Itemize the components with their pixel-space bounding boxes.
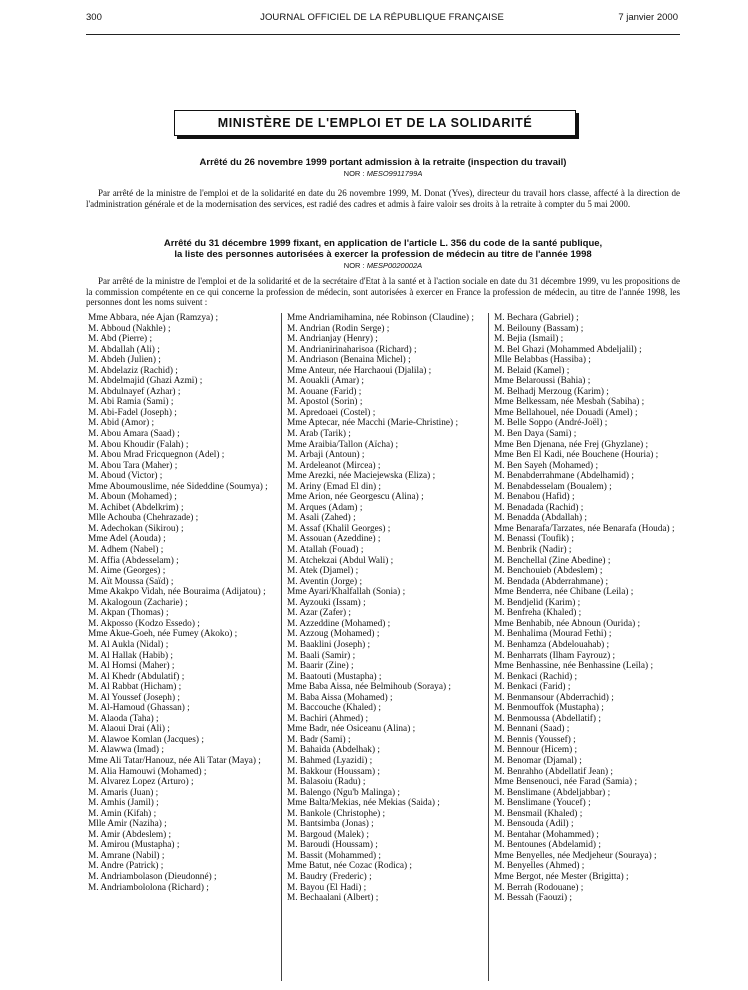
- list-item: M. Benmoussa (Abdellatif) ;: [494, 713, 601, 724]
- list-item: Mme Belaroussi (Bahia) ;: [494, 376, 591, 387]
- arrete2-nor: [86, 261, 680, 271]
- list-item: M. Benkaci (Rachid) ;: [494, 671, 578, 682]
- list-item: Mme Benarafa/Tarzates, née Benarafa (Houda) ;: [494, 523, 675, 534]
- list-item: M. Ariny (Emad El din) ;: [287, 481, 381, 492]
- list-item: M. Benbrik (Nadir) ;: [494, 545, 572, 556]
- list-item: M. Amaris (Juan) ;: [88, 787, 159, 798]
- list-item: M. Amrane (Nabil) ;: [88, 850, 165, 861]
- list-item: M. Achibet (Abdelkrim) ;: [88, 502, 184, 513]
- name-list-column-3: [494, 313, 684, 904]
- list-item: M. Aime (Georges) ;: [88, 566, 166, 577]
- list-item: M. Bennani (Saad) ;: [494, 724, 570, 735]
- list-item: M. Bechaalani (Albert) ;: [287, 893, 379, 904]
- list-item: M. Baudry (Frederic) ;: [287, 871, 372, 882]
- list-item: M. Amhis (Jamil) ;: [88, 798, 159, 809]
- list-item: M. Atchekzai (Abdul Wali) ;: [287, 555, 394, 566]
- column-divider: [281, 313, 282, 981]
- list-item: M. Ben Sayeh (Mohamed) ;: [494, 460, 599, 471]
- list-item: M. Belhadj Merzoug (Karim) ;: [494, 386, 609, 397]
- ministry-title: MINISTÈRE DE L'EMPLOI ET DE LA SOLIDARITÉ: [174, 110, 576, 136]
- list-item: M. Al Aukla (Nidal) ;: [88, 639, 169, 650]
- list-item: M. Benhalima (Mourad Fethi) ;: [494, 629, 612, 640]
- list-item: M. Aouakli (Amar) ;: [287, 376, 364, 387]
- list-item: M. Adechokan (Sikirou) ;: [88, 523, 184, 534]
- list-item: Mme Andriamihamina, née Robinson (Claudine) ;: [287, 313, 474, 323]
- list-item: M. Aït Moussa (Saïd) ;: [88, 576, 174, 587]
- list-item: M. Bachiri (Ahmed) ;: [287, 713, 369, 724]
- list-item: M. Bahmed (Lyazidi) ;: [287, 755, 373, 766]
- list-item: M. Atallah (Fouad) ;: [287, 545, 364, 556]
- list-item: M. Baaklini (Joseph) ;: [287, 639, 371, 650]
- list-item: M. Abd (Pierre) ;: [88, 334, 153, 345]
- nor-label: NOR :: [343, 169, 365, 178]
- list-item: Mme Ali Tatar/Hanouz, née Ali Tatar (Maya) ;: [88, 755, 261, 766]
- list-item: M. Asali (Zahed) ;: [287, 513, 356, 524]
- list-item: Mme Benyelles, née Medjeheur (Souraya) ;: [494, 850, 657, 861]
- list-item: Mme Abbara, née Ajan (Ramzya) ;: [88, 313, 219, 323]
- list-item: M. Bechara (Gabriel) ;: [494, 313, 579, 323]
- list-item: M. Abi-Fadel (Joseph) ;: [88, 407, 177, 418]
- list-item: M. Andrian (Rodin Serge) ;: [287, 323, 390, 334]
- list-item: Mme Anteur, née Harchaoui (Djalila) ;: [287, 365, 432, 376]
- list-item: M. Bentounes (Abdelamid) ;: [494, 840, 601, 851]
- list-item: M. Abdelmajid (Ghazi Azmi) ;: [88, 376, 203, 387]
- list-item: M. Andrianjay (Henry) ;: [287, 334, 378, 345]
- list-item: M. Benadada (Rachid) ;: [494, 502, 584, 513]
- list-item: M. Alia Hamouwi (Mohamed) ;: [88, 766, 207, 777]
- list-item: M. Benyelles (Ahmed) ;: [494, 861, 585, 872]
- list-item: M. Arab (Tarik) ;: [287, 429, 351, 440]
- list-item: M. Ben Daya (Sami) ;: [494, 429, 577, 440]
- list-item: M. Abdallah (Ali) ;: [88, 344, 160, 355]
- list-item: M. Baali (Samir) ;: [287, 650, 356, 661]
- list-item: M. Akpan (Thomas) ;: [88, 608, 169, 619]
- list-item: M. Benhamza (Abdelouahab) ;: [494, 639, 610, 650]
- list-item: M. Benkaci (Farid) ;: [494, 682, 571, 693]
- list-item: M. Bendada (Abderrahmane) ;: [494, 576, 609, 587]
- list-item: M. Bensmail (Khaled) ;: [494, 808, 583, 819]
- list-item: M. Berrah (Rodouane) ;: [494, 882, 584, 893]
- list-item: M. Arques (Adam) ;: [287, 502, 363, 513]
- list-item: M. Andre (Patrick) ;: [88, 861, 164, 872]
- list-item: M. Baba Aissa (Mohamed) ;: [287, 692, 393, 703]
- arrete1-nor: [86, 169, 680, 179]
- list-item: M. Bejia (Ismail) ;: [494, 334, 564, 345]
- list-item: Mlle Belabbas (Hassiba) ;: [494, 355, 591, 366]
- list-item: M. Apredoaei (Costel) ;: [287, 407, 376, 418]
- list-item: M. Al Homsi (Maher) ;: [88, 661, 175, 672]
- list-item: Mme Ayari/Khalfallah (Sonia) ;: [287, 587, 406, 598]
- list-item: M. Bel Ghazi (Mohammed Abdeljalil) ;: [494, 344, 642, 355]
- list-item: M. Bantsimba (Jonas) ;: [287, 819, 374, 830]
- list-item: M. Benslimane (Youcef) ;: [494, 798, 591, 809]
- list-item: M. Baatouti (Mustapha) ;: [287, 671, 382, 682]
- list-item: M. Baccouche (Khaled) ;: [287, 703, 381, 714]
- list-item: Mme Baba Aissa, née Belmihoub (Soraya) ;: [287, 682, 451, 693]
- arrete2-title-line1: Arrêté du 31 décembre 1999 fixant, en application de l'article L. 356 du code de la santé publique,: [163, 238, 603, 249]
- list-item: M. Balengo (Ngu'b Malinga) ;: [287, 787, 400, 798]
- list-item: M. Abou Mrad Fricquegnon (Adel) ;: [88, 450, 225, 461]
- list-item: M. Abdulnayef (Azhar) ;: [88, 386, 181, 397]
- arrete1-title: Arrêté du 26 novembre 1999 portant admission à la retraite (inspection du travail): [199, 157, 567, 168]
- list-item: M. Aventin (Jorge) ;: [287, 576, 363, 587]
- list-item: M. Alaoda (Taha) ;: [88, 713, 159, 724]
- list-item: M. Bakkour (Houssam) ;: [287, 766, 380, 777]
- list-item: M. Benadda (Abdallah) ;: [494, 513, 587, 524]
- list-item: M. Arbaji (Antoun) ;: [287, 450, 365, 461]
- list-item: M. Belaid (Kamel) ;: [494, 365, 570, 376]
- list-item: Mme Bergot, née Mester (Brigitta) ;: [494, 871, 629, 882]
- list-item: Mme Benhassine, née Benhassine (Leïla) ;: [494, 661, 654, 672]
- list-item: Mme Bensenouci, née Farad (Samia) ;: [494, 777, 638, 788]
- list-item: Mme Belkessam, née Mesbah (Sabiha) ;: [494, 397, 645, 408]
- list-item: M. Al Youssef (Joseph) ;: [88, 692, 180, 703]
- page-header: [86, 12, 678, 26]
- list-item: Mme Batut, née Cozac (Rodica) ;: [287, 861, 412, 872]
- nor-code: MESO9911799A: [366, 169, 423, 178]
- list-item: M. Assaf (Khalil Georges) ;: [287, 523, 391, 534]
- list-item: Mme Akue-Goeh, née Fumey (Akoko) ;: [88, 629, 238, 640]
- list-item: M. Baroudi (Houssam) ;: [287, 840, 378, 851]
- list-item: M. Benmansour (Abderrachid) ;: [494, 692, 614, 703]
- list-item: M. Bargoud (Malek) ;: [287, 829, 369, 840]
- list-item: M. Alawoe Komlan (Jacques) ;: [88, 734, 204, 745]
- arrete2-title-line2: la liste des personnes autorisées à exercer la profession de médecin au titre de l'année 1998: [174, 249, 592, 260]
- list-item: M. Andrianirinaharisoa (Richard) ;: [287, 344, 417, 355]
- list-item: M. Atek (Djamel) ;: [287, 566, 359, 577]
- list-item: M. Abdelaziz (Rachid) ;: [88, 365, 178, 376]
- list-item: M. Al Hallak (Habib) ;: [88, 650, 173, 661]
- list-item: M. Benslimane (Abdeljabbar) ;: [494, 787, 611, 798]
- list-item: M. Azzoug (Mohamed) ;: [287, 629, 380, 640]
- list-item: M. Andriambololona (Richard) ;: [88, 882, 209, 893]
- list-item: M. Affia (Abdesselam) ;: [88, 555, 179, 566]
- list-item: Mme Ben Djenana, née Frej (Ghyzlane) ;: [494, 439, 649, 450]
- list-item: M. Abi Ramia (Sami) ;: [88, 397, 174, 408]
- list-item: M. Abou Amara (Saad) ;: [88, 429, 180, 440]
- list-item: M. Amin (Kifah) ;: [88, 808, 157, 819]
- list-item: M. Abou Khoudir (Falah) ;: [88, 439, 189, 450]
- list-item: M. Benchouieb (Abdeslem) ;: [494, 566, 603, 577]
- list-item: M. Bessah (Faouzi) ;: [494, 893, 572, 904]
- list-item: M. Abid (Amor) ;: [88, 418, 155, 429]
- list-item: M. Abdeh (Julien) ;: [88, 355, 161, 366]
- list-item: Mme Bellahouel, née Douadi (Amel) ;: [494, 407, 638, 418]
- list-item: M. Benabou (Hafid) ;: [494, 492, 575, 503]
- nor-label: NOR :: [343, 261, 365, 270]
- list-item: M. Apostol (Sorin) ;: [287, 397, 363, 408]
- list-item: Mlle Amir (Naziha) ;: [88, 819, 167, 830]
- list-item: M. Bahaida (Abdelhak) ;: [287, 745, 380, 756]
- list-item: M. Benabdesselam (Boualem) ;: [494, 481, 612, 492]
- list-item: M. Benharrats (Ilham Fayrouz) ;: [494, 650, 616, 661]
- list-item: Mme Benderra, née Chibane (Leila) ;: [494, 587, 634, 598]
- list-item: Mlle Achouba (Chehrazade) ;: [88, 513, 199, 524]
- list-item: M. Badr (Sami) ;: [287, 734, 351, 745]
- list-item: M. Benrahho (Abdellatif Jean) ;: [494, 766, 614, 777]
- list-item: M. Belle Soppo (André-Joël) ;: [494, 418, 608, 429]
- list-item: M. Andriambolason (Dieudonné) ;: [88, 871, 217, 882]
- list-item: Mme Araibia/Tallon (Aïcha) ;: [287, 439, 399, 450]
- list-item: Mme Aboumouslime, née Sideddine (Soumya) ;: [88, 481, 268, 492]
- list-item: M. Alaoui Drai (Ali) ;: [88, 724, 170, 735]
- list-item: M. Bensouda (Adil) ;: [494, 819, 574, 830]
- list-item: Mme Adel (Aouda) ;: [88, 534, 166, 545]
- list-item: M. Benassi (Toufik) ;: [494, 534, 574, 545]
- list-item: M. Abou Tara (Maher) ;: [88, 460, 178, 471]
- list-item: M. Akalogoun (Zacharie) ;: [88, 597, 188, 608]
- name-list-column-2: [287, 313, 485, 904]
- list-item: M. Al Khedr (Abdulatif) ;: [88, 671, 185, 682]
- list-item: M. Aboud (Victor) ;: [88, 471, 163, 482]
- list-item: M. Benfreha (Khaled) ;: [494, 608, 582, 619]
- list-item: M. Bennour (Hicem) ;: [494, 745, 578, 756]
- list-item: M. Bendjelid (Karim) ;: [494, 597, 581, 608]
- list-item: M. Andriason (Benaina Michel) ;: [287, 355, 411, 366]
- column-divider: [488, 313, 489, 981]
- list-item: M. Benabderrahmane (Abdelhamid) ;: [494, 471, 634, 482]
- list-item: M. Akposso (Kodzo Essedo) ;: [88, 618, 200, 629]
- list-item: M. Alvarez Lopez (Arturo) ;: [88, 777, 194, 788]
- list-item: Mme Arion, née Georgescu (Alina) ;: [287, 492, 424, 503]
- list-item: M. Assouan (Azeddine) ;: [287, 534, 381, 545]
- header-rule: [86, 34, 680, 35]
- list-item: M. Abboud (Nakhle) ;: [88, 323, 171, 334]
- page-number: 300: [86, 12, 102, 23]
- list-item: M. Beilouny (Bassam) ;: [494, 323, 584, 334]
- list-item: M. Bentahar (Mohammed) ;: [494, 829, 599, 840]
- list-item: M. Baarir (Zine) ;: [287, 661, 354, 672]
- list-item: M. Bennis (Youssef) ;: [494, 734, 576, 745]
- list-item: M. Benmouffok (Mustapha) ;: [494, 703, 604, 714]
- list-item: M. Alawwa (Imad) ;: [88, 745, 164, 756]
- list-item: Mme Benhabib, née Abnoun (Ourida) ;: [494, 618, 641, 629]
- list-item: Mme Akakpo Vidah, née Bouraima (Adijatou) ;: [88, 587, 266, 598]
- list-item: M. Bankole (Christophe) ;: [287, 808, 386, 819]
- list-item: M. Amir (Abdeslem) ;: [88, 829, 172, 840]
- list-item: Mme Balta/Mekias, née Mekias (Saida) ;: [287, 798, 440, 809]
- arrete2-body: Par arrêté de la ministre de l'emploi et de la solidarité et de la secrétaire d'Etat à la santé et à l'action sociale en date du 31 décembre 1999, vu les propositions de la commission compétente en ce qui concerne la profession de médecin, sont autorisées à exercer en France la profession de médecin, au titre de l'année 1998, les personnes dont les noms suivent :: [86, 276, 680, 307]
- list-item: M. Balasoiu (Radu) ;: [287, 777, 366, 788]
- list-item: M. Adhem (Nabel) ;: [88, 545, 164, 556]
- list-item: Mme Ben El Kadi, née Bouchene (Houria) ;: [494, 450, 659, 461]
- list-item: M. Aouane (Farid) ;: [287, 386, 362, 397]
- name-list-column-1: [88, 313, 276, 893]
- list-item: Mme Aptecar, née Macchi (Marie-Christine) ;: [287, 418, 459, 429]
- list-item: M. Ardeleanot (Mircea) ;: [287, 460, 381, 471]
- list-item: M. Amirou (Mustapha) ;: [88, 840, 180, 851]
- list-item: M. Aboun (Mohamed) ;: [88, 492, 177, 503]
- list-item: M. Benomar (Djamal) ;: [494, 755, 582, 766]
- issue-date: 7 janvier 2000: [618, 12, 678, 23]
- list-item: M. Azzeddine (Mohamed) ;: [287, 618, 391, 629]
- list-item: Mme Badr, née Osiceanu (Alina) ;: [287, 724, 416, 735]
- list-item: M. Al Rabbat (Hicham) ;: [88, 682, 182, 693]
- list-item: M. Al-Hamoud (Ghassan) ;: [88, 703, 190, 714]
- list-item: M. Bassit (Mohammed) ;: [287, 850, 381, 861]
- list-item: M. Azar (Zafer) ;: [287, 608, 352, 619]
- journal-title: JOURNAL OFFICIEL DE LA RÉPUBLIQUE FRANÇAISE: [260, 12, 504, 23]
- list-item: M. Bayou (El Hadi) ;: [287, 882, 367, 893]
- arrete1-body: Par arrêté de la ministre de l'emploi et de la solidarité en date du 26 novembre 1999, M. Donat (Yves), directeur du travail hors classe, affecté à la direction de l'administration générale et de la modernisation des services, est radié des cadres et admis à faire valoir ses droits à la retraite à compter du 5 mai 2000.: [86, 188, 680, 209]
- list-item: M. Ayzouki (Issam) ;: [287, 597, 366, 608]
- list-item: Mme Arezki, née Maciejewska (Eliza) ;: [287, 471, 436, 482]
- list-item: M. Benchellal (Zine Abedine) ;: [494, 555, 611, 566]
- nor-code: MESP0020002A: [366, 261, 423, 270]
